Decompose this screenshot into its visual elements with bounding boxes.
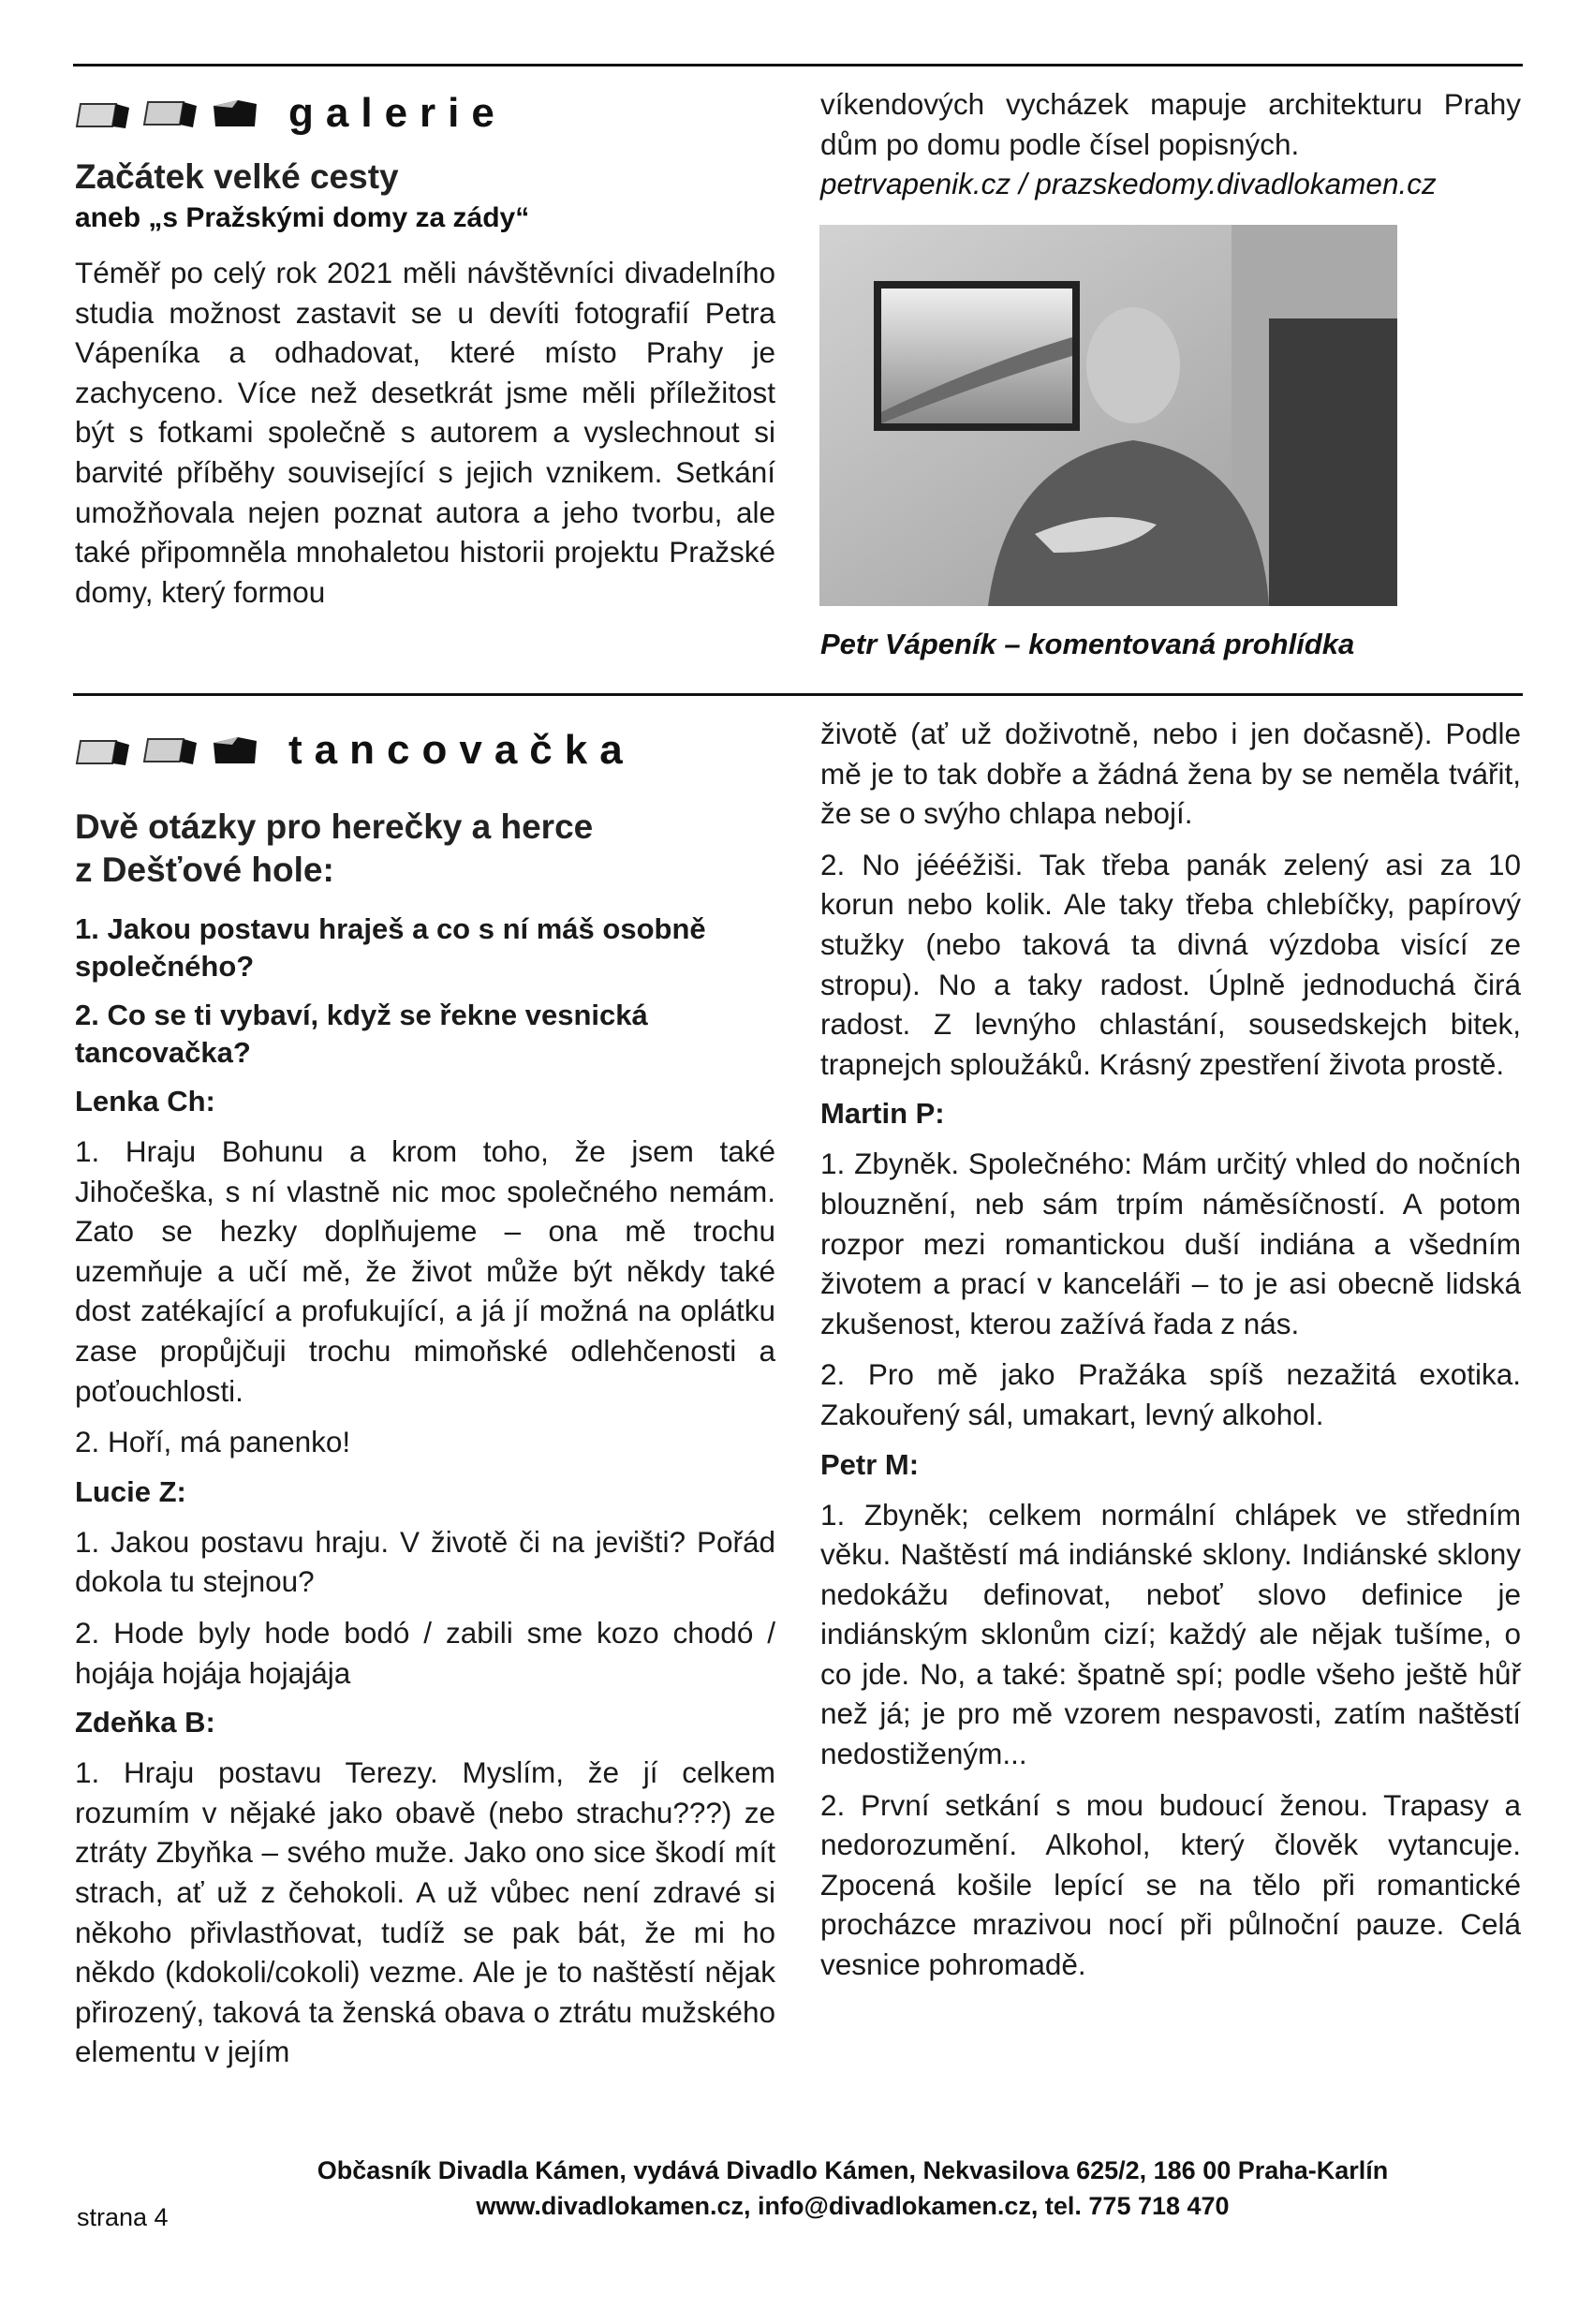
stone-block-icon — [142, 735, 200, 765]
answer-paragraph: 1. Zbyněk. Společného: Mám určitý vhled do nočních blouznění, neb sám trpím náměsíčností. A potom rozpor mezi romantickou duší indiána a všedním životem a prací v kanceláři – to je asi obecně lidská zkušenost, kterou zažívá řada z nás. — [820, 1147, 1521, 1340]
tancovacka-left-column — [75, 721, 775, 2083]
galerie-left-column — [75, 84, 775, 623]
answer-paragraph: 2. Hoří, má panenko! — [75, 1425, 351, 1459]
article-title-line1: Dvě otázky pro herečky a herce — [75, 807, 594, 846]
galerie-right-column — [820, 84, 1521, 203]
stone-block-icon — [75, 735, 133, 765]
tancovacka-right-column — [820, 714, 1521, 1996]
project-link[interactable]: petrvapenik.cz / prazskedomy.divadlokamen.cz — [820, 167, 1437, 201]
photo-petr-vapenik — [819, 225, 1397, 606]
section-icons — [75, 98, 268, 128]
question-1: 1. Jakou postavu hraješ a co s ní máš osobně společného? — [75, 912, 706, 983]
section-title: tancovačka — [288, 727, 635, 773]
answer-paragraph: 1. Jakou postavu hraju. V životě či na jevišti? Pořád dokola tu stejnou? — [75, 1524, 775, 1599]
publisher-line: Občasník Divadla Kámen, vydává Divadlo Kámen, Nekvasilova 625/2, 186 00 Praha-Karlín — [317, 2156, 1389, 2184]
stone-block-icon — [75, 98, 133, 128]
page-footer — [0, 2153, 1593, 2224]
tancovacka-section-header — [75, 721, 775, 779]
answer-paragraph: 2. První setkání s mou budoucí ženou. Trapasy a nedorozumění. Alkohol, který člověk vytancuje. Zpocená košile lepící se na tělo při romantické procházce mrazivou nocí při půlnoční pauze. Celá vesnice pohromadě. — [820, 1787, 1521, 1982]
galerie-section-header — [75, 84, 775, 142]
section-divider — [73, 693, 1523, 696]
answer-paragraph: životě (ať už doživotně, nebo i jen dočasně). Podle mě je to tak dobře a žádná žena by se neměla tvářit, že se o svýho chlapa nebojí. — [820, 717, 1521, 831]
answer-paragraph: 2. Pro mě jako Pražáka spíš nezažitá exotika. Zakouřený sál, umakart, levný alkohol. — [820, 1357, 1521, 1431]
section-icons — [75, 735, 268, 765]
speaker-name: Petr M: — [820, 1447, 920, 1481]
article-subtitle: aneb „s Pražskými domy za zády“ — [75, 202, 530, 233]
speaker-name: Martin P: — [820, 1097, 945, 1131]
answer-paragraph: 1. Zbyněk; celkem normální chlápek ve středním věku. Naštěstí má indiánské sklony. Indiánské sklony nedokážu definovat, neboť slovo definice je indiánským sklonům cizí; každý ale nějak tušíme, o co jde. No, a také: špatně spí; podle všeho ještě hůř než já; je pro mě vzorem nespavosti, zatím naštěstí nedostiženým... — [820, 1497, 1521, 1771]
photo-caption: Petr Vápeník – komentovaná prohlídka — [820, 628, 1355, 660]
answer-paragraph: 1. Hraju Bohunu a krom toho, že jsem také Jihočeška, s ní vlastně nic moc společného nemám. Zato se hezky doplňujeme – ona mě trochu uzemňuje a učí mě, že život může být někdy také dost zatékající a profukující, a já jí možná na oplátku zase propůjčuji trochu mimoňské odlehčenosti a poťouchlosti. — [75, 1134, 775, 1408]
article-title-line2: z Dešťové hole: — [75, 851, 334, 889]
answer-paragraph: 2. Hode byly hode bodó / zabili sme kozo chodó / hojája hojája hojajája — [75, 1615, 775, 1690]
question-2: 2. Co se ti vybaví, když se řekne vesnická tancovačka? — [75, 999, 648, 1069]
article-title: Začátek velké cesty — [75, 157, 399, 196]
article-body: Téměř po celý rok 2021 měli návštěvníci divadelního studia možnost zastavit se u devíti fotografií Petra Vápeníka a odhadovat, které místo Prahy je zachyceno. Více než desetkrát jsme měli příležitost být s fotkami společně s autorem a vyslechnout si barvité příběhy související s jejich vznikem. Setkání umožňovala nejen poznat autora a jeho tvorbu, ale také připomněla mnohaletou historii projektu Pražské domy, který formou — [75, 256, 775, 609]
article-body-continued: víkendových vycházek mapuje architekturu Prahy dům po domu podle čísel popisných. — [820, 87, 1521, 161]
contact-line[interactable]: www.divadlokamen.cz, info@divadlokamen.cz, tel. 775 718 470 — [476, 2192, 1230, 2220]
answer-paragraph: 2. No jéééžiši. Tak třeba panák zelený asi za 10 korun nebo kolik. Ale taky třeba chlebíčky, papírový stužky (nebo taková ta divná výzdoba visící ze stropu). No a taky radost. Úplně jednoduchá čirá radost. Z levnýho chlastání, sousedskejch bitek, trapnejch sploužáků. Krásný zpestření života prostě. — [820, 847, 1521, 1081]
speaker-name: Zdeňka B: — [75, 1706, 215, 1739]
section-title: galerie — [288, 90, 507, 136]
stone-block-icon — [210, 735, 268, 765]
top-rule — [73, 64, 1523, 67]
page-number: strana 4 — [77, 2203, 169, 2231]
speaker-name: Lucie Z: — [75, 1474, 186, 1508]
answer-paragraph: 1. Hraju postavu Terezy. Myslím, že jí celkem rozumím v nějaké jako obavě (nebo strachu???) ze ztráty Zbyňka – svého muže. Jako ono sice škodí mít strach, ať už z čehokoli. A už vůbec není zdravé si někoho přivlastňovat, tudíž se pak bát, že mi ho někdo (kdokoli/cokoli) vezme. Ale je to naštěstí nějak přirozený, taková ta ženská obava o ztrátu mužského elementu v jejím — [75, 1755, 775, 2069]
speaker-name: Lenka Ch: — [75, 1085, 215, 1118]
photo-image — [819, 225, 1397, 606]
stone-block-icon — [142, 98, 200, 128]
stone-block-icon — [210, 98, 268, 128]
